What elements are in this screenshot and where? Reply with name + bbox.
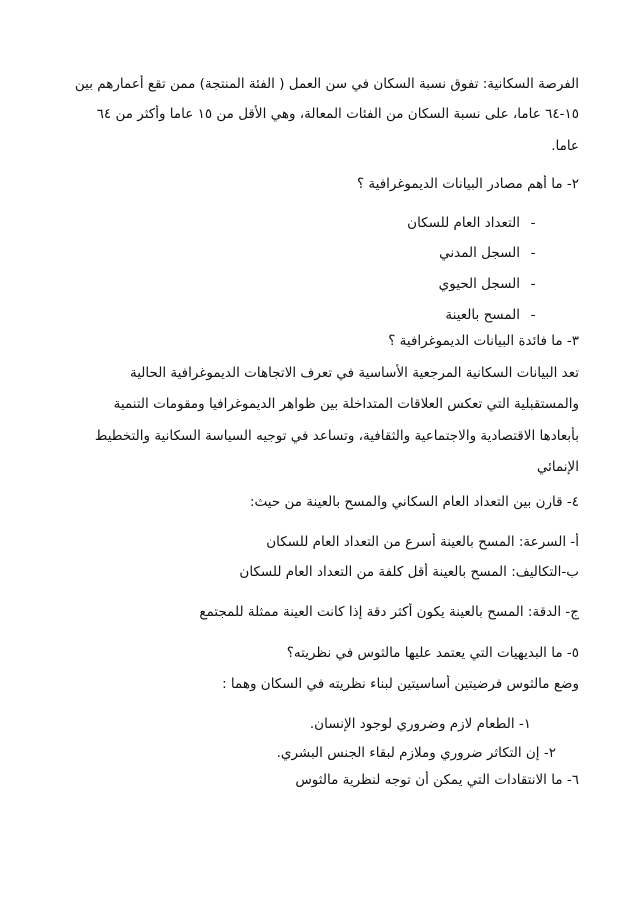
list-item-text: السجل الحيوي [438,276,520,292]
bullet-dash: - [530,307,536,323]
list-item-text: التعداد العام للسكان [407,215,520,231]
list-item-text: السجل المدني [439,245,520,261]
bullet-dash: - [530,245,536,261]
question-4-title: ٤- قارن بين التعداد العام السكاني والمسح بالعينة من حيث: [249,494,579,510]
question-4-point-c: ج- الدقة: المسح بالعينة يكون أكثر دقة إذا كانت العينة ممثلة للمجتمع [199,604,579,620]
paragraph-1-line-3: عاما. [551,138,579,154]
question-3-answer-line: تعد البيانات السكانية المرجعية الأساسية في تعرف الاتجاهات الديموغرافية الحالية [129,365,579,381]
question-5-item-1: ١- الطعام لازم وضروري لوجود الإنسان. [309,716,531,732]
question-6-title: ٦- ما الانتقادات التي يمكن أن توجه لنظرية مالثوس [295,772,579,788]
question-5-title: ٥- ما البديهيات التي يعتمد عليها مالثوس في نظريته؟ [286,645,579,661]
list-item-text: المسح بالعينة [445,307,520,323]
bullet-dash: - [530,276,536,292]
question-5-intro: وضع مالثوس فرضيتين أساسيتين لبناء نظريته في السكان وهما : [222,676,579,692]
paragraph-1-line-1: الفرصة السكانية: تفوق نسبة السكان في سن العمل ( الفئة المنتجة) ممن تقع أعمارهم بين [74,76,579,92]
question-3-title: ٣- ما فائدة البيانات الديموغرافية ؟ [388,333,579,349]
question-3-answer-line: والمستقبلية التي تعكس العلاقات المتداخلة بين ظواهر الديموغرافيا ومقومات التنمية [113,396,579,412]
question-3-answer-line: الإنمائي [536,459,579,475]
question-4-point-a: أ- السرعة: المسح بالعينة أسرع من التعداد العام للسكان [266,534,579,550]
question-3-answer-line: بأبعادها الاقتصادية والاجتماعية والثقافية، وتساعد في توجيه السياسة السكانية والتخطيط [94,428,579,444]
list-item [50,244,546,262]
question-4-point-b: ب-التكاليف: المسح بالعينة أقل كلفة من التعداد العام للسكان [239,564,579,580]
bullet-dash: - [530,215,536,231]
list-item [50,275,546,293]
list-item [50,214,546,232]
paragraph-1-line-2: ١٥-٦٤ عاما، على نسبة السكان من الفئات المعالة، وهي الأقل من ١٥ عاما وأكثر من ٦٤ [96,106,579,122]
question-5-item-2: ٢- إن التكاثر ضروري وملازم لبقاء الجنس البشري. [276,745,556,761]
list-item [50,306,546,324]
question-2-title: ٢- ما أهم مصادر البيانات الديموغرافية ؟ [356,176,579,192]
